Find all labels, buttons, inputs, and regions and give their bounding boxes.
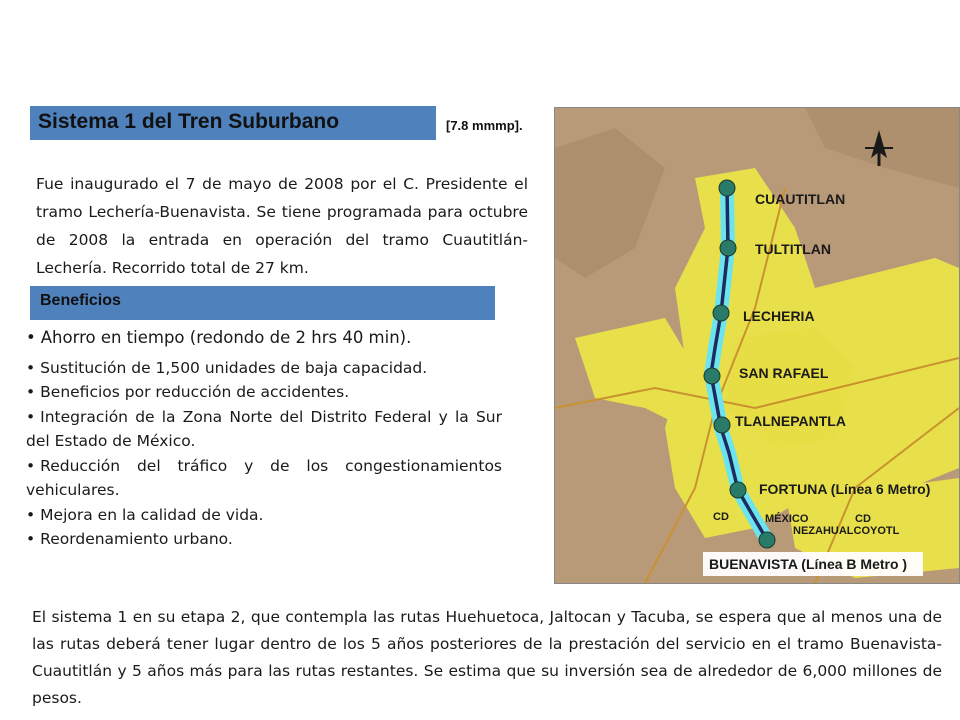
station-label: SAN RAFAEL — [739, 365, 829, 381]
benefits-list — [26, 326, 502, 552]
title-text: Sistema 1 del Tren Suburbano — [38, 110, 340, 133]
city-label: NEZAHUALCOYOTL — [793, 525, 900, 537]
city-label: CD — [713, 511, 729, 523]
station-marker — [730, 482, 746, 498]
benefit-item: • Mejora en la calidad de vida. — [26, 503, 502, 528]
benefit-item: • Beneficios por reducción de accidentes. — [26, 380, 502, 405]
page-title — [30, 106, 436, 140]
station-label: TULTITLAN — [755, 241, 831, 257]
benefit-item: • Integración de la Zona Norte del Distrito Federal y la Sur del Estado de México. — [26, 405, 502, 454]
station-marker — [720, 240, 736, 256]
intro-paragraph: Fue inaugurado el 7 de mayo de 2008 por el C. Presidente el tramo Lechería-Buenavista. Se tiene programada para octubre de 2008 la entrada en operación del tramo Cuautitlán-Lechería. Recorrido total de 27 km. — [36, 175, 528, 277]
station-label: LECHERIA — [743, 308, 815, 324]
benefit-item: • Reducción del tráfico y de los congestionamientos vehiculares. — [26, 454, 502, 503]
station-marker — [704, 368, 720, 384]
benefit-item: • Sustitución de 1,500 unidades de baja capacidad. — [26, 356, 502, 381]
closing-paragraph: El sistema 1 en su etapa 2, que contempla las rutas Huehuetoca, Jaltocan y Tacuba, se espera que al menos una de las rutas deberá tener lugar dentro de los 5 años posteriores de la prestación del servicio en el tramo Buenavista-Cuautitlán y 5 años más para las rutas restantes. Se estima que su inversión sea de alrededor de 6,000 millones de pesos. — [32, 608, 942, 707]
benefit-item: • Ahorro en tiempo (redondo de 2 hrs 40 min). — [26, 326, 502, 351]
city-label: MÉXICO — [765, 513, 809, 525]
benefit-item: • Reordenamiento urbano. — [26, 527, 502, 552]
station-label: TLALNEPANTLA — [735, 413, 846, 429]
station-label: FORTUNA (Línea 6 Metro) — [759, 481, 931, 497]
benefits-heading — [30, 286, 495, 320]
city-label: CD — [855, 513, 871, 525]
station-label: CUAUTITLAN — [755, 191, 846, 207]
station-marker — [719, 180, 735, 196]
station-marker — [714, 417, 730, 433]
station-marker — [713, 305, 729, 321]
station-marker — [759, 532, 775, 548]
benefits-heading-text: Beneficios — [40, 292, 121, 309]
terminal-label: BUENAVISTA (Línea B Metro ) — [709, 556, 908, 572]
cost-label: [7.8 mmmp]. — [446, 118, 523, 133]
route-map — [554, 107, 960, 584]
